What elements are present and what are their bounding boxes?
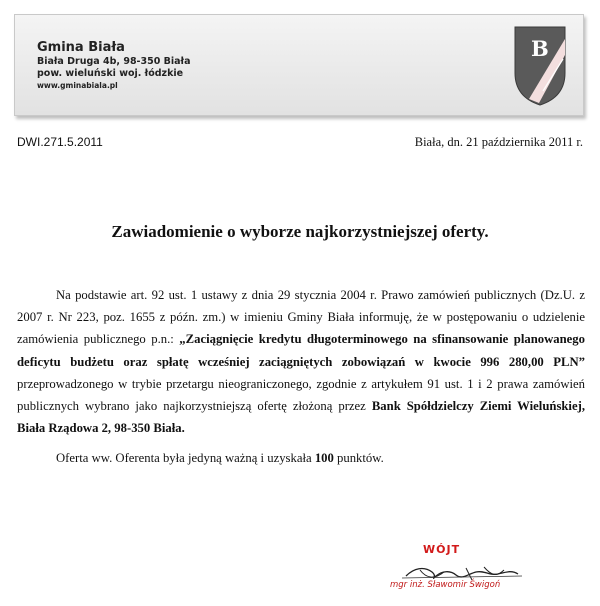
- organization-website: www.gminabiala.pl: [37, 81, 118, 90]
- organization-address: Biała Druga 4b, 98-350 Biała: [37, 56, 191, 67]
- paragraph-1: [17, 284, 585, 439]
- crest-letter: B: [531, 36, 549, 61]
- signature-stamp: [380, 536, 580, 606]
- document-number: DWI.271.5.2011: [17, 135, 103, 149]
- selected-bidder: Bank Spółdzielczy Ziemi Wieluńskiej, Biała Rządowa 2, 98-350 Biała.: [17, 399, 585, 436]
- paragraph-2-text-a: Oferta ww. Oferenta była jedyną ważną i uzyskała: [56, 451, 315, 466]
- paragraph-1-text-c: przeprowadzonego w trybie przetargu nieograniczonego, zgodnie z artykułem 91 ust. 1 i 2 prawa zamówień publicznych wybrano jako najkorzystniejszą ofertę złożoną przez: [17, 376, 585, 414]
- coat-of-arms-icon: [513, 25, 567, 107]
- document-title: Zawiadomienie o wyborze najkorzystniejszej oferty.: [111, 222, 489, 241]
- organization-name: Gmina Biała: [37, 40, 125, 55]
- tender-subject: „Zaciągnięcie kredytu długoterminowego na sfinansowanie planowanego deficytu budżetu oraz spłatę wcześniej zaciągniętych zobowiązań w kwocie 996 280,00 PLN”: [17, 332, 585, 369]
- points-score: 100: [314, 451, 334, 466]
- paragraph-2: [17, 447, 585, 469]
- notice-body: [17, 284, 585, 470]
- organization-block: [37, 39, 190, 91]
- stamp-title: WÓJT: [423, 543, 461, 556]
- letterhead: [14, 14, 584, 116]
- place-and-date: Biała, dn. 21 października 2011 r.: [414, 135, 583, 149]
- paragraph-2-text-c: punktów.: [333, 451, 384, 466]
- signer-name: mgr inż. Sławomir Świgoń: [390, 580, 501, 590]
- paragraph-1-text-a: Na podstawie art. 92 ust. 1 ustawy z dnia 29 stycznia 2004 r. Prawo zamówień publicznych (Dz.U. z 2007 r. Nr 223, poz. 1655 z późn. zm.) w imieniu Gminy Biała informuję, że w postępowaniu o udzielenie zamówienia publicznego p.n.:: [17, 288, 585, 347]
- organization-district: pow. wieluński woj. łódzkie: [37, 68, 184, 79]
